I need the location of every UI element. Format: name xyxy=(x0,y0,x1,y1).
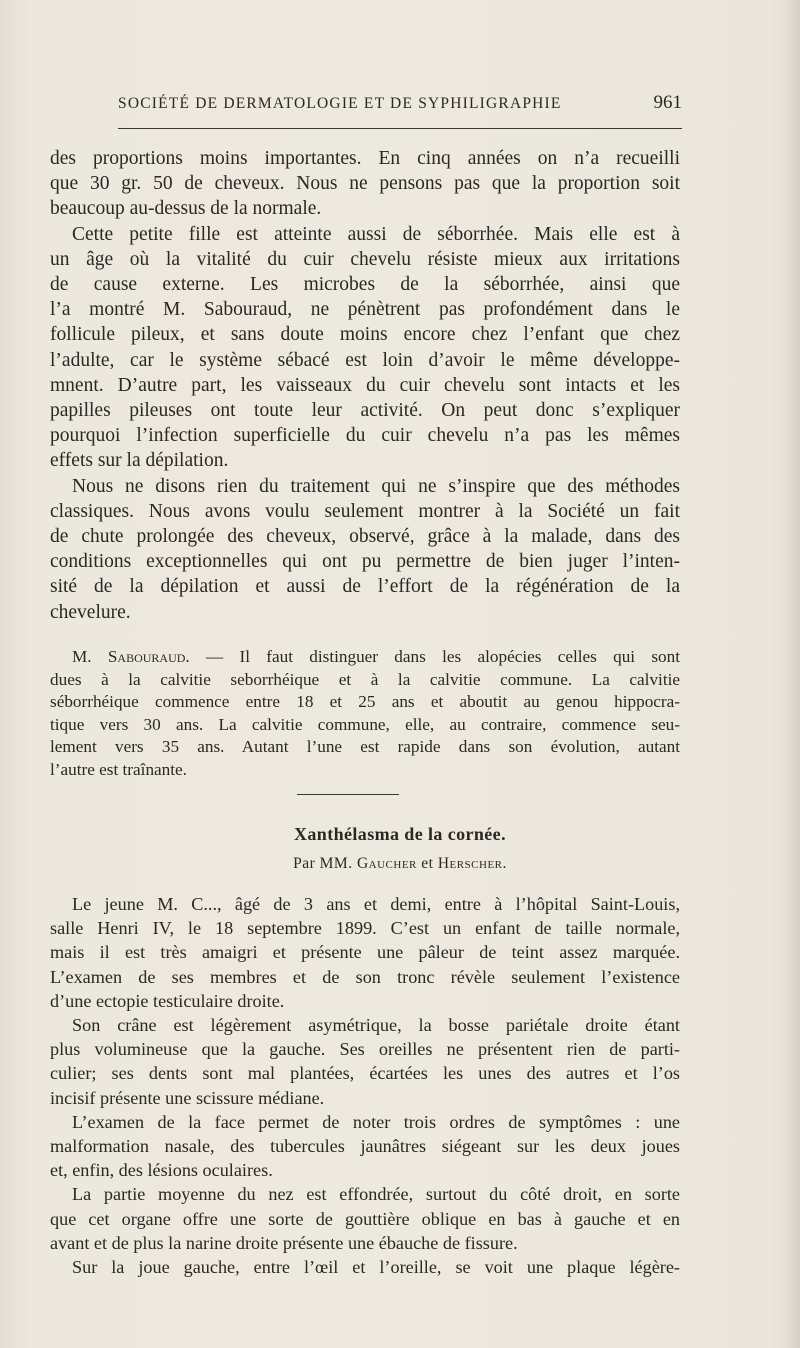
page-number: 961 xyxy=(653,92,682,113)
paragraph xyxy=(50,1013,680,1110)
text-block-previous-article xyxy=(50,146,680,625)
text-line: effets sur la dépilation. xyxy=(50,450,229,472)
paragraph xyxy=(50,146,680,222)
text-line: papilles pileuses ont toute leur activité. On peut donc s’expliquer xyxy=(50,400,680,422)
speaker-name: M. Sabouraud. xyxy=(72,647,190,666)
section-separator-rule xyxy=(297,794,399,795)
text-line: L’examen de la face permet de noter trois ordres de symptômes : une xyxy=(72,1111,680,1132)
text-line: que cet organe offre une sorte de gouttière oblique en bas à gauche et en xyxy=(50,1208,680,1229)
text-line: Nous ne disons rien du traitement qui ne s’inspire que des méthodes xyxy=(72,475,680,497)
running-head: SOCIÉTÉ DE DERMATOLOGIE ET DE SYPHILIGRAPHIE xyxy=(118,95,562,112)
byline-prefix: Par MM. xyxy=(293,855,353,872)
text-line: l’adulte, car le système sébacé est loin d’avoir le même développe- xyxy=(50,349,680,371)
paragraph xyxy=(50,646,680,782)
text-line: que 30 gr. 50 de cheveux. Nous ne pensons pas que la proportion soit xyxy=(50,173,680,195)
remark-text: — Il faut distinguer dans les alopécies celles qui sont xyxy=(206,647,681,666)
discussion-remark xyxy=(50,646,680,782)
text-line: pourquoi l’infection superficielle du cuir chevelu n’a pas les mêmes xyxy=(50,425,680,447)
text-line: L’examen de ses membres et de son tronc révèle seulement l’existence xyxy=(50,966,680,987)
header-rule xyxy=(118,128,682,129)
text-line: et, enfin, des lésions oculaires. xyxy=(50,1160,273,1181)
text-line: culier; ses dents sont mal plantées, écartées les unes des autres et l’os xyxy=(50,1063,680,1084)
article-byline xyxy=(0,855,800,873)
text-line: La partie moyenne du nez est effondrée, surtout du côté droit, en sorte xyxy=(72,1184,680,1205)
text-line: follicule pileux, et sans doute moins encore chez l’enfant que chez xyxy=(50,324,680,346)
author-name: Herscher. xyxy=(437,855,507,872)
text-line: d’une ectopie testiculaire droite. xyxy=(50,990,285,1011)
text-line: de chute prolongée des cheveux, observé, grâce à la malade, dans des xyxy=(50,526,680,548)
paragraph xyxy=(50,222,680,474)
text-line: salle Henri IV, le 18 septembre 1899. C’est un enfant de taille normale, xyxy=(50,918,680,939)
text-line: dues à la calvitie seborrhéique et à la calvitie commune. La calvitie xyxy=(50,669,680,689)
text-line: classiques. Nous avons voulu seulement montrer à la Société un fait xyxy=(50,500,680,522)
article-title: Xanthélasma de la cornée. xyxy=(294,824,506,844)
text-line: l’a montré M. Sabouraud, ne pénètrent pas profondément dans le xyxy=(50,299,680,321)
text-line: de cause externe. Les microbes de la séborrhée, ainsi que xyxy=(50,274,680,296)
byline-joiner: et xyxy=(421,855,434,872)
author-name: Gaucher xyxy=(356,855,417,872)
text-line: lement vers 35 ans. Autant l’une est rapide dans son évolution, autant xyxy=(50,737,680,757)
page-edge-shadow xyxy=(786,0,800,1348)
text-line: tique vers 30 ans. La calvitie commune, elle, au contraire, commence seu- xyxy=(50,714,680,734)
text-line: sité de la dépilation et aussi de l’effort de la régénération de la xyxy=(50,576,680,598)
text-line: malformation nasale, des tubercules jaunâtres siégeant sur les deux joues xyxy=(50,1136,680,1157)
text-line: conditions exceptionnelles qui ont pu permettre de bien juger l’inten- xyxy=(50,551,680,573)
text-line: Sur la joue gauche, entre l’œil et l’oreille, se voit une plaque légère- xyxy=(72,1257,680,1278)
text-block-article-body xyxy=(50,892,680,1279)
text-line: Son crâne est légèrement asymétrique, la bosse pariétale droite étant xyxy=(72,1015,680,1036)
paragraph xyxy=(50,1182,680,1255)
text-line: mais il est très amaigri et présente une pâleur de teint assez marquée. xyxy=(50,942,680,963)
text-line: Cette petite fille est atteinte aussi de séborrhée. Mais elle est à xyxy=(72,223,680,245)
text-line: chevelure. xyxy=(50,601,131,623)
text-line: incisif présente une scissure médiane. xyxy=(50,1087,325,1108)
page-header xyxy=(118,92,682,114)
text-line: un âge où la vitalité du cuir chevelu résiste mieux aux irritations xyxy=(50,248,680,270)
text-line: beaucoup au-dessus de la normale. xyxy=(50,198,322,220)
paragraph xyxy=(50,1255,680,1279)
text-line: Le jeune M. C..., âgé de 3 ans et demi, entre à l’hôpital Saint-Louis, xyxy=(72,894,680,914)
text-line: avant et de plus la narine droite présente une ébauche de fissure. xyxy=(50,1232,518,1253)
text-line: plus volumineuse que la gauche. Ses oreilles ne présentent rien de parti- xyxy=(50,1039,680,1060)
text-line xyxy=(50,646,680,669)
text-line: des proportions moins importantes. En cinq années on n’a recueilli xyxy=(50,148,680,169)
text-line: l’autre est traînante. xyxy=(50,759,187,779)
paragraph xyxy=(50,1110,680,1183)
paragraph xyxy=(50,892,680,1013)
text-line: séborrhéique commence entre 18 et 25 ans et aboutit au genou hippocra- xyxy=(50,692,680,712)
text-line: mnent. D’autre part, les vaisseaux du cuir chevelu sont intacts et les xyxy=(50,374,680,396)
paragraph xyxy=(50,474,680,625)
